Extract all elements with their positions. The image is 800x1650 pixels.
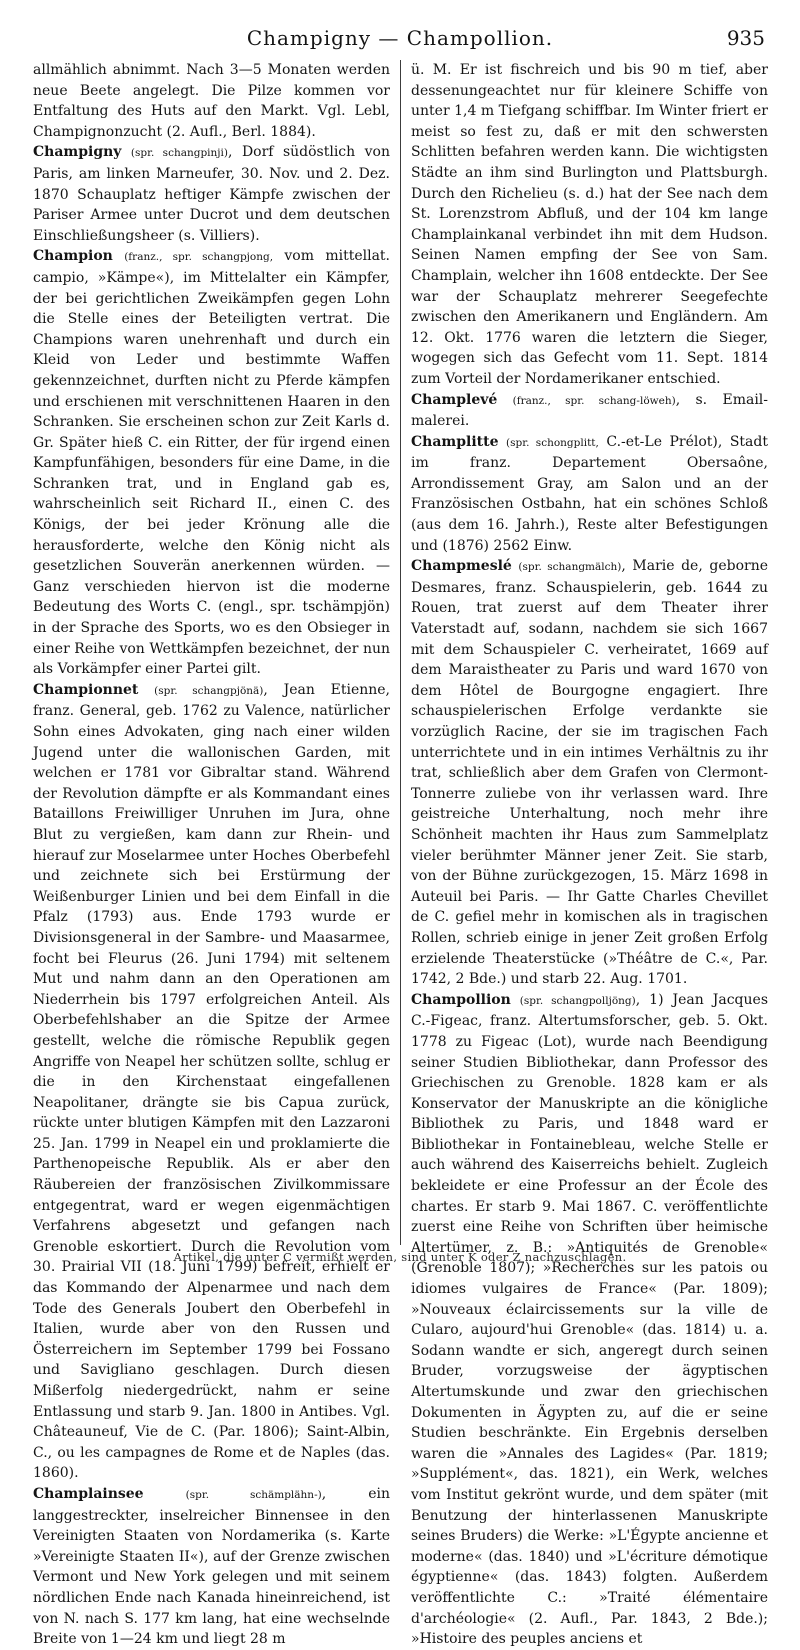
entry-text: , Jean Etienne, franz. General, geb. 1762 zu Valence, natürlicher Sohn eines Advokaten, ging nach einer wilden Jugend unter die wallonischen Garden, mit welchen er 1781 vor Gibraltar stand. Während der Revolution dämpfte er als Kommandant eines Bataillons Freiwilliger Unruhen im Jura, ohne Blut zu vergießen, kam dann zur Rhein- und hierauf zur Moselarmee unter Hoches Oberbefehl und zeichnete sich bei Erstürmung der Weißenburger Linien und bei dem Einfall in die Pfalz (1793) aus. Ende 1793 wurde er Divisionsgeneral in der Sambre- und Maasarmee, focht bei Fleurus (26. Juni 1794) mit seltenem Mut und nahm dann an den Operationen am Niederrhein bis 1797 erfolgreichen Anteil. Als Oberbefehlshaber an die Spitze der Armee gestellt, welche die römische Republik gegen Angriffe von Neapel her schützen sollte, schlug er die in den Kirchenstaat eingefallenen Neapolitaner, drängte sie bis Capua zurück, rückte unter blutigen Kämpfen mit den Lazzaroni 25. Jan. 1799 in Neapel ein und proklamierte die Parthenopeische Republik. Als er aber den Räubereien der französischen Zivilkommissare entgegentrat, ward er wegen eigenmächtigen Verfahrens abgesetzt und gefangen nach Grenoble eskortiert. Durch die Revolution vom 30. Prairial VII (18. Juni 1799) befreit, erhielt er das Kommando der Alpenarmee und nach dem Tode des Generals Joubert den Oberbefehl in Italien, wurde aber von den Russen und Österreichern im September 1799 bei Fossano und Savigliano geschlagen. Durch diesen Mißerfolg niedergedrückt, nahm er seine Entlassung und starb 9. Jan. 1800 in Antibes. Vgl. Châteauneuf, Vie de C. (Par. 1806); Saint-Albin, C., ou les campagnes de Rome et de Naples (das. 1860).	[33, 681, 390, 1482]
entry-text: , 1) Jean Jacques C.-Figeac, franz. Altertumsforscher, geb. 5. Okt. 1778 zu Figeac (Lot), wurde nach Beendigung seiner Studien Bibliothekar, dann Professor des Griechischen zu Grenoble. 1828 kam er als Konservator der Manuskripte an die königliche Bibliothek zu Paris, und 1848 ward er Bibliothekar in Fontainebleau, welche Stelle er auch während des Kaiserreichs behielt. Zugleich bekleidete er eine Professur an der École des chartes. Er starb 9. Mai 1867. C. veröffentlichte zuerst eine Reihe von Schriften über heimische Altertümer, z. B.: »Antiquités de Grenoble« (Grenoble 1807); »Recherches sur les patois ou idiomes vulgaires de France« (Par. 1809); »Nouveaux éclaircissements sur la ville de Cularo, aujourd'hui Grenoble« (das. 1814) u. a. Sodann wandte er sich, angeregt durch seinen Bruder, vorzugsweise der ägyptischen Altertumskunde und zwar den griechischen Dokumenten in Ägypten zu, auf die er seine Studien beschränkte. Ein Ergebnis derselben waren die »Annales des Lagides« (Par. 1819; »Supplément«, das. 1821), ein Werk, welches vom Institut gekrönt wurde, und dem später (mit Benutzung der hinterlassenen Manuskripte seines Bruders) die Werke: »L'Égypte ancienne et moderne« (das. 1840) und »L'écriture démotique égyptienne« (das. 1843) folgten. Außerdem veröffentlichte C.: »Traité élémentaire d'archéologie« (2. Aufl., Par. 1843, 2 Bde.); »Histoire des peuples anciens et	[411, 991, 769, 1648]
entry-champollion	[411, 990, 768, 1650]
entry-champlitte	[411, 432, 768, 557]
entry-headword: Champmeslé	[411, 558, 512, 575]
entry-pronunciation: (spr. schangmälch)	[518, 561, 622, 574]
entry-headword: Championnet	[33, 681, 139, 698]
entry-pronunciation: (spr. schangpinji)	[130, 147, 229, 160]
footer-note: Artikel, die unter C vermißt werden, sind unter K oder Z nachzuschlagen.	[173, 1250, 627, 1264]
entry-text: vom mittellat. campio, »Kämpe«), im Mittelalter ein Kämpfer, der bei gerichtlichen Zweikämpfen gegen Lohn die Stelle eines der Beteiligten vertrat. Die Champions waren unehrenhaft und durch ein Kleid von Leder und bestimmte Waffen gekennzeichnet, durften nicht zu Pferde kämpfen und erschienen mit verschnittenen Haaren in den Schranken. Sie erscheinen schon zur Zeit Karls d. Gr. Später hieß C. ein Ritter, der für irgend einen Kampfunfähigen, besonders für eine Dame, in die Schranken trat, und in England gab es, wahrscheinlich seit Richard II., einen C. des Königs, der bei jeder Krönung alle die herausforderte, welche den König nicht als gesetzlichen Souverän anerkennen würden. — Ganz verschieden hiervon ist die moderne Bedeutung des Worts C. (engl., spr. tschämpjön) in der Sprache des Sports, wo es den Obsieger in einer Reihe von Wettkämpfen bezeichnet, der nun als Vorkämpfer einer Partei gilt.	[33, 248, 391, 678]
running-head	[0, 18, 800, 58]
entry-pronunciation: (spr. schongplitt,	[506, 436, 599, 449]
entry-text: C.-et-Le Prélot), Stadt im franz. Departement Obersaône, Arrondissement Gray, am Salon und an der Französischen Ostbahn, hat ein schönes Schloß (aus dem 16. Jahrh.), Reste alter Befestigungen und (1876) 2562 Einw.	[411, 433, 768, 554]
entry-champleve	[411, 390, 768, 432]
entry-champmesle	[411, 556, 768, 989]
entry-champlainsee	[33, 1484, 390, 1650]
entry-headword: Champigny	[33, 144, 122, 161]
entry-text: , Dorf südöstlich von Paris, am linken Marneufer, 30. Nov. und 2. Dez. 1870 Schauplatz heftiger Kämpfe zwischen der Pariser Armee unter Ducrot und dem deutschen Einschließungsheer (s. Villiers).	[33, 144, 390, 244]
entry-text: allmählich abnimmt. Nach 3—5 Monaten werden neue Beete angelegt. Die Pilze kommen vor Entfaltung des Huts auf den Markt. Vgl. Lebl, Champignonzucht (2. Aufl., Berl. 1884).	[33, 62, 390, 140]
entry-headword: Champlevé	[411, 391, 498, 408]
entry-continuation	[411, 60, 768, 390]
entry-pronunciation: (franz., spr. schang-löweh)	[512, 394, 676, 407]
column-divider	[400, 60, 401, 1245]
page-title: Champigny — Champollion.	[246, 26, 554, 50]
entry-pronunciation: (spr. schämplähn-)	[185, 1488, 322, 1501]
entry-headword: Champollion	[411, 991, 511, 1008]
right-column	[411, 60, 769, 1648]
entry-pronunciation: (spr. schangpjönä)	[154, 684, 264, 697]
entry-continuation	[33, 60, 390, 142]
entry-pronunciation: (spr. schangpolljöng)	[519, 994, 636, 1007]
entry-headword: Champlainsee	[33, 1485, 144, 1502]
entry-pronunciation: (franz., spr. schangpjong,	[124, 251, 274, 264]
entry-champion	[33, 246, 390, 679]
entry-text: , ein langgestreckter, inselreicher Binnensee in den Vereinigten Staaten von Nordamerika (s. Karte »Vereinigte Staaten II«), auf der Grenze zwischen Vermont und New York gelegen und mit seinem nördlichen Ende nach Kanada hineinreichend, ist von N. nach S. 177 km lang, hat eine wechselnde Breite von 1—24 km und liegt 28 m	[33, 1485, 390, 1648]
entry-champigny	[33, 142, 390, 246]
entry-text: , Marie de, geborne Desmares, franz. Schauspielerin, geb. 1644 zu Rouen, trat zuerst auf dem Theater ihrer Vaterstadt auf, sodann, nachdem sie sich 1667 mit dem Schauspieler C. verheiratet, 1669 auf dem Maraistheater zu Paris und ward 1670 von dem Hôtel de Bourgogne engagiert. Ihre schauspielerischen Erfolge verdankte sie vorzüglich Racine, der sie im tragischen Fach unterrichtete und in ein intimes Verhältnis zu ihr trat, schließlich aber dem Grafen von Clermont-Tonnerre zuliebe von ihr verlassen ward. Ihre geistreiche Unterhaltung, noch mehr ihre Schönheit machten ihr Haus zum Sammelplatz vieler berühmter Männer jener Zeit. Sie starb, von der Bühne zurückgezogen, 15. März 1698 in Auteuil bei Paris. — Ihr Gatte Charles Chevillet de C. gefiel mehr in komischen als in tragischen Rollen, schrieb einige in jener Zeit großen Erfolg erzielende Theaterstücke (»Théâtre de C.«, Par. 1742, 2 Bde.) und starb 22. Aug. 1701.	[411, 558, 768, 988]
entry-text: ü. M. Er ist fischreich und bis 90 m tief, aber dessenungeachtet nur für kleinere Schiffe von unter 1,4 m Tiefgang schiffbar. Im Winter friert er meist so fest zu, daß er mit den schwersten Schlitten befahren werden kann. Die wichtigsten Städte an ihm sind Burlington und Plattsburgh. Durch den Richelieu (s. d.) hat der See nach dem St. Lorenzstrom Abfluß, und der 104 km lange Champlainkanal verbindet ihn mit dem Hudson. Seinen Namen empfing der See von Sam. Champlain, welcher ihn 1608 entdeckte. Der See war der Schauplatz mehrerer Seegefechte zwischen den Amerikanern und Engländern. Am 12. Okt. 1776 waren die letztern die Sieger, wogegen sich das Gefecht vom 11. Sept. 1814 zum Vorteil der Nordamerikaner entschied.	[411, 62, 768, 387]
entry-text: , s. Email-malerei.	[411, 391, 769, 430]
left-column	[33, 60, 391, 1648]
entry-championnet	[33, 680, 390, 1484]
page-number: 935	[726, 26, 765, 50]
entry-headword: Champlitte	[411, 433, 499, 450]
entry-headword: Champion	[33, 248, 113, 265]
